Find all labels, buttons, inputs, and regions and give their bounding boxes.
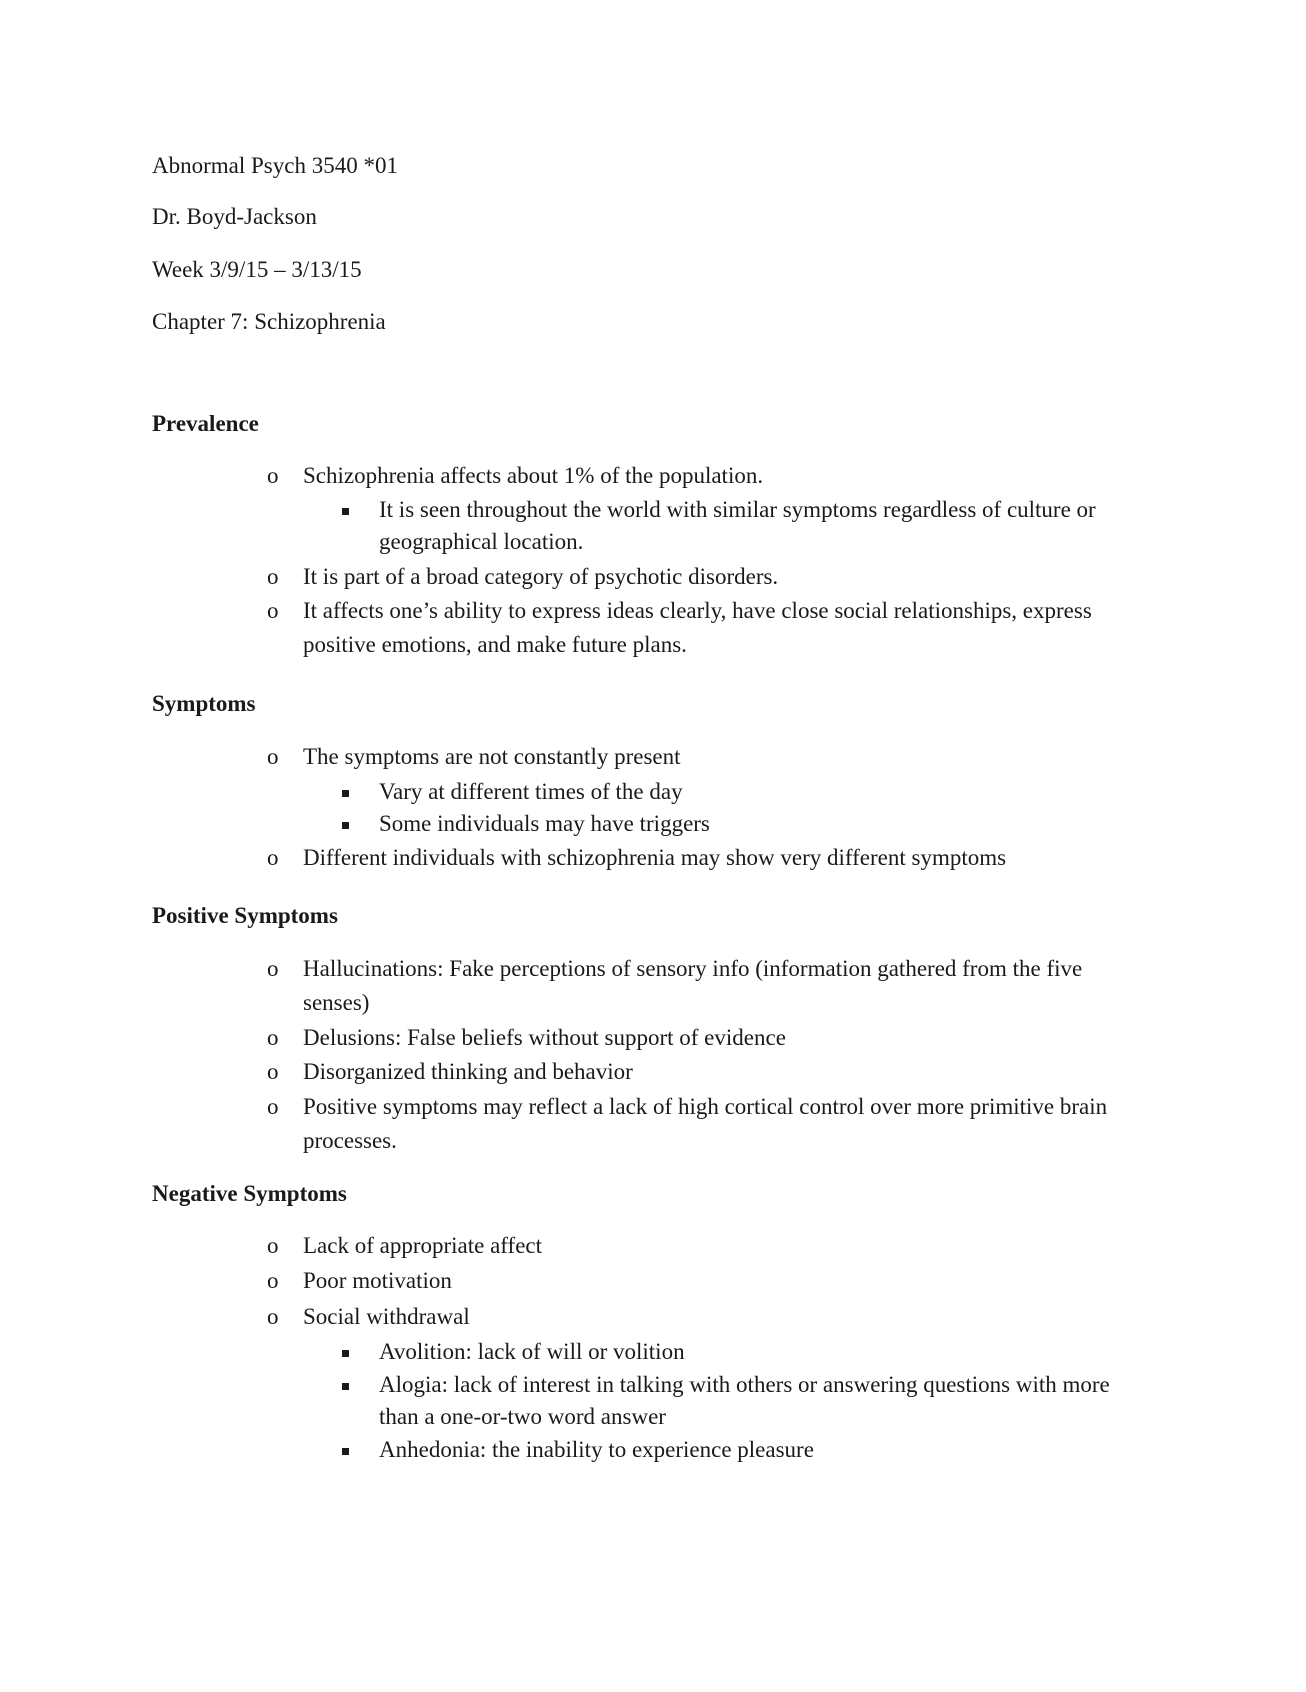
square-bullet-icon xyxy=(342,822,349,829)
list-item xyxy=(267,459,1143,493)
hollow-bullet-icon: o xyxy=(267,564,279,589)
hollow-bullet-icon: o xyxy=(267,1059,279,1084)
list-item xyxy=(267,1300,1143,1334)
list-item-text: Poor motivation xyxy=(303,1268,452,1293)
hollow-bullet-icon: o xyxy=(267,744,279,769)
hollow-bullet-icon: o xyxy=(267,956,279,981)
list-item xyxy=(379,776,1139,808)
hollow-bullet-icon: o xyxy=(267,463,279,488)
list-item-text: Delusions: False beliefs without support of evidence xyxy=(303,1025,786,1050)
list-item-text: Disorganized thinking and behavior xyxy=(303,1059,633,1084)
list-item-text: Lack of appropriate affect xyxy=(303,1233,543,1258)
square-bullet-icon xyxy=(342,1448,349,1455)
hollow-bullet-icon: o xyxy=(267,1304,279,1329)
list-item xyxy=(267,1090,1143,1158)
list-item xyxy=(267,952,1143,1020)
list-item-text: Social withdrawal xyxy=(303,1304,470,1329)
list-item xyxy=(267,560,1143,594)
list-item xyxy=(267,1264,1143,1298)
list-item-text: Some individuals may have triggers xyxy=(379,811,710,836)
list-item xyxy=(267,841,1143,875)
section-heading-negative-symptoms: Negative Symptoms xyxy=(152,1181,347,1206)
list-item-text: It is part of a broad category of psychotic disorders. xyxy=(303,564,779,589)
section-heading-prevalence: Prevalence xyxy=(152,411,259,436)
list-item-text: Schizophrenia affects about 1% of the population. xyxy=(303,463,764,488)
list-item-text: Avolition: lack of will or volition xyxy=(379,1339,685,1364)
chapter-title: Chapter 7: Schizophrenia xyxy=(152,309,386,334)
list-item xyxy=(379,808,1139,840)
course-title: Abnormal Psych 3540 *01 xyxy=(152,153,398,178)
square-bullet-icon xyxy=(342,790,349,797)
list-item-text: Anhedonia: the inability to experience pleasure xyxy=(379,1437,814,1462)
square-bullet-icon xyxy=(342,1350,349,1357)
list-item xyxy=(267,1229,1143,1263)
square-bullet-icon xyxy=(342,508,349,515)
list-item-text: Different individuals with schizophrenia may show very different symptoms xyxy=(303,845,1007,870)
hollow-bullet-icon: o xyxy=(267,1233,279,1258)
list-item xyxy=(379,1369,1139,1433)
list-item-text: It affects one’s ability to express ideas clearly, have close social relationships, express positive emotions, and make future plans. xyxy=(303,598,1092,657)
list-item xyxy=(267,1055,1143,1089)
instructor-name: Dr. Boyd-Jackson xyxy=(152,204,317,229)
list-item-text: It is seen throughout the world with similar symptoms regardless of culture or geographical location. xyxy=(379,497,1096,554)
hollow-bullet-icon: o xyxy=(267,845,279,870)
hollow-bullet-icon: o xyxy=(267,1268,279,1293)
square-bullet-icon xyxy=(342,1383,349,1390)
list-item xyxy=(267,740,1143,774)
list-item xyxy=(267,594,1143,662)
list-item-text: The symptoms are not constantly present xyxy=(303,744,681,769)
list-item xyxy=(379,1434,1139,1466)
list-item xyxy=(379,494,1139,558)
list-item-text: Vary at different times of the day xyxy=(379,779,683,804)
list-item xyxy=(267,1021,1143,1055)
week-range: Week 3/9/15 – 3/13/15 xyxy=(152,257,362,282)
hollow-bullet-icon: o xyxy=(267,1025,279,1050)
list-item-text: Hallucinations: Fake perceptions of sensory info (information gathered from the five senses) xyxy=(303,956,1083,1015)
hollow-bullet-icon: o xyxy=(267,1094,279,1119)
list-item xyxy=(379,1336,1139,1368)
list-item-text: Alogia: lack of interest in talking with others or answering questions with more than a one-or-two word answer xyxy=(379,1372,1110,1429)
section-heading-positive-symptoms: Positive Symptoms xyxy=(152,903,338,928)
list-item-text: Positive symptoms may reflect a lack of high cortical control over more primitive brain processes. xyxy=(303,1094,1108,1153)
section-heading-symptoms: Symptoms xyxy=(152,691,256,716)
hollow-bullet-icon: o xyxy=(267,598,279,623)
